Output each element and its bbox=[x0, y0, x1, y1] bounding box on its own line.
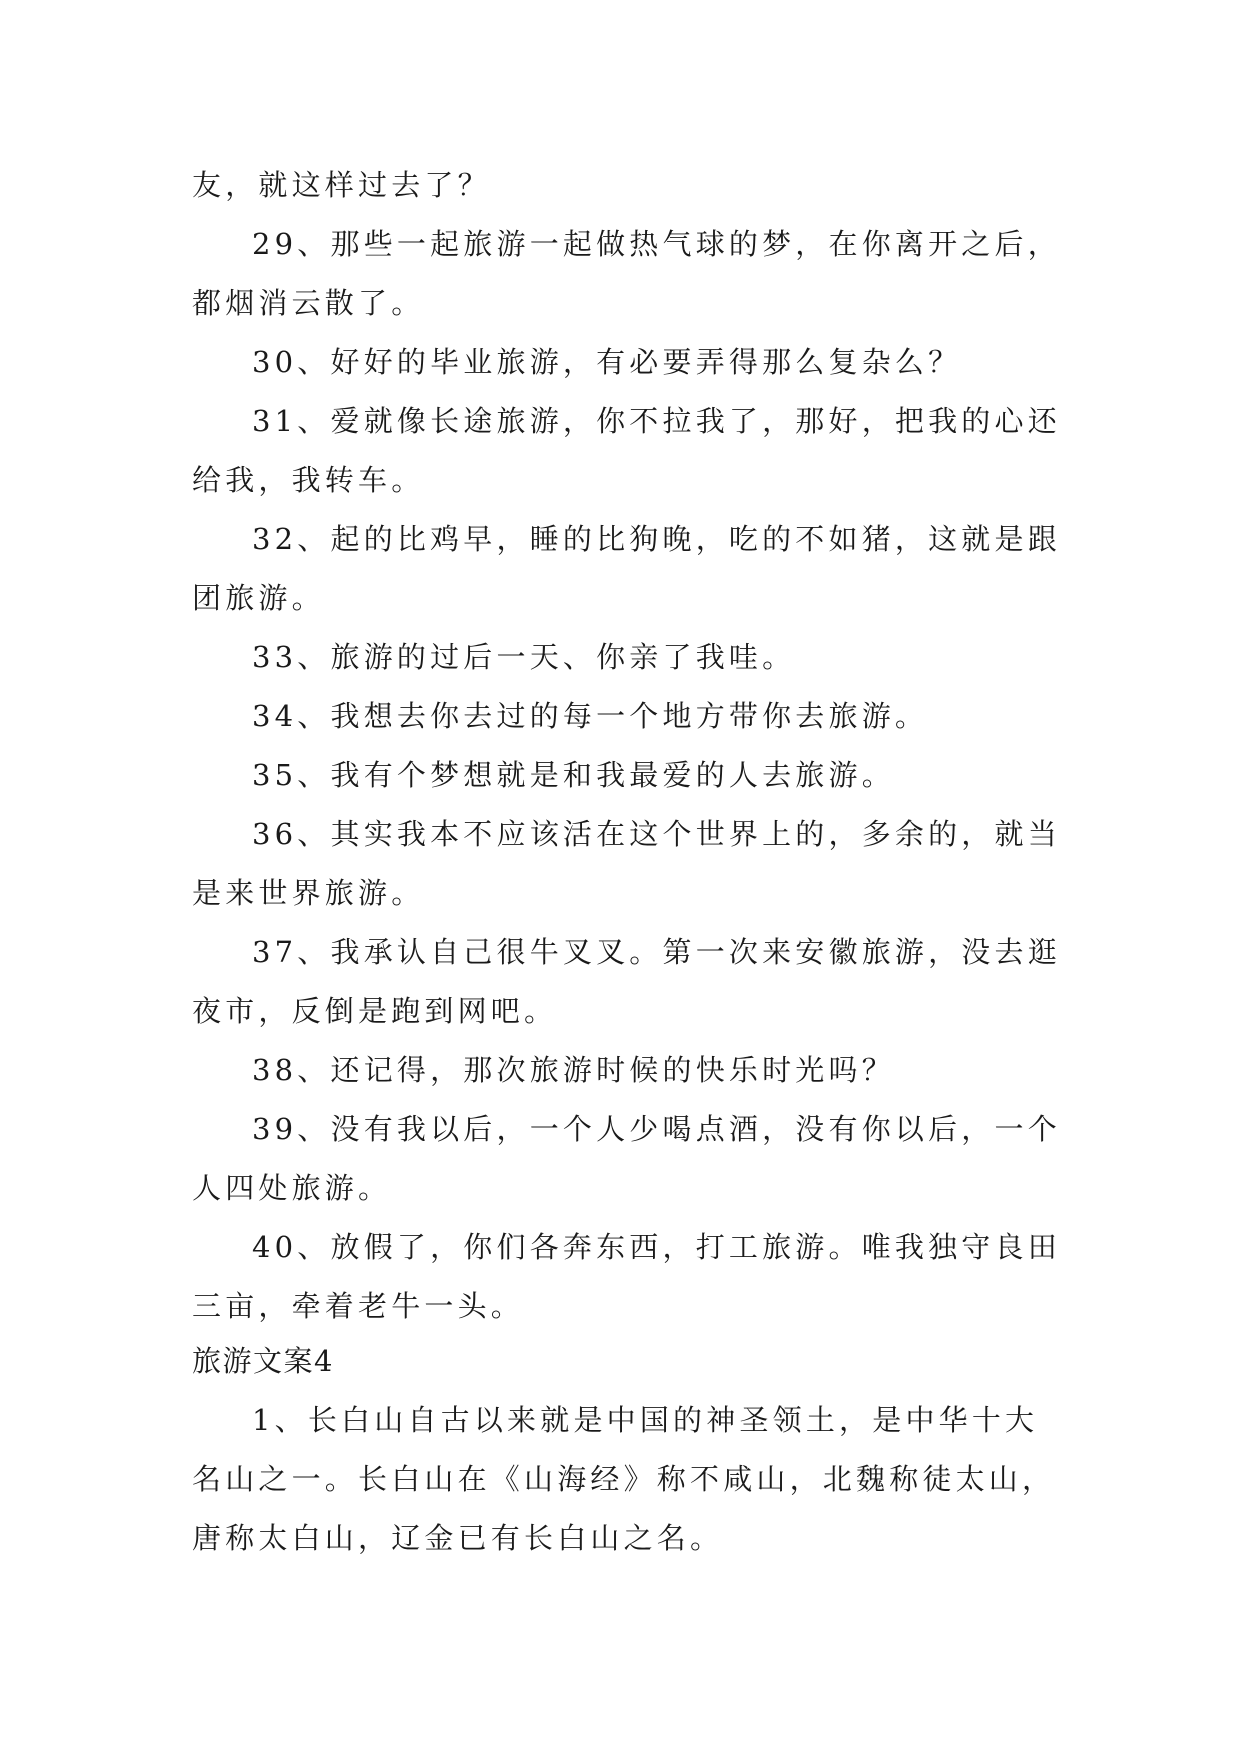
text-line: 友，就这样过去了？ bbox=[192, 168, 491, 202]
text-line: 三亩，牵着老牛一头。 bbox=[192, 1289, 525, 1323]
text-line: 40、放假了，你们各奔东西，打工旅游。唯我独守良田 bbox=[252, 1230, 1061, 1264]
text-line: 夜市，反倒是跑到网吧。 bbox=[192, 994, 558, 1028]
text-line: 33、旅游的过后一天、你亲了我哇。 bbox=[252, 640, 796, 674]
text-line: 1、长白山自古以来就是中国的神圣领土，是中华十大 bbox=[252, 1403, 1039, 1437]
section-heading: 旅游文案4 bbox=[192, 1344, 334, 1378]
text-line: 都烟消云散了。 bbox=[192, 286, 425, 320]
text-line: 30、好好的毕业旅游，有必要弄得那么复杂么？ bbox=[252, 345, 962, 379]
text-line: 35、我有个梦想就是和我最爱的人去旅游。 bbox=[252, 758, 895, 792]
text-line: 29、那些一起旅游一起做热气球的梦，在你离开之后， bbox=[252, 227, 1061, 261]
text-line: 36、其实我本不应该活在这个世界上的，多余的，就当 bbox=[252, 817, 1061, 851]
text-line: 34、我想去你去过的每一个地方带你去旅游。 bbox=[252, 699, 929, 733]
text-line: 38、还记得，那次旅游时候的快乐时光吗？ bbox=[252, 1053, 895, 1087]
text-line: 32、起的比鸡早，睡的比狗晚，吃的不如猪，这就是跟 bbox=[252, 522, 1061, 556]
text-line: 人四处旅游。 bbox=[192, 1171, 392, 1205]
text-line: 给我，我转车。 bbox=[192, 463, 425, 497]
text-line: 团旅游。 bbox=[192, 581, 325, 615]
text-line: 39、没有我以后，一个人少喝点酒，没有你以后，一个 bbox=[252, 1112, 1061, 1146]
text-line: 37、我承认自己很牛叉叉。第一次来安徽旅游，没去逛 bbox=[252, 935, 1061, 969]
text-line: 是来世界旅游。 bbox=[192, 876, 425, 910]
text-line: 名山之一。长白山在《山海经》称不咸山，北魏称徒太山， bbox=[192, 1462, 1056, 1496]
text-line: 31、爱就像长途旅游，你不拉我了，那好，把我的心还 bbox=[252, 404, 1061, 438]
text-line: 唐称太白山，辽金已有长白山之名。 bbox=[192, 1521, 724, 1555]
